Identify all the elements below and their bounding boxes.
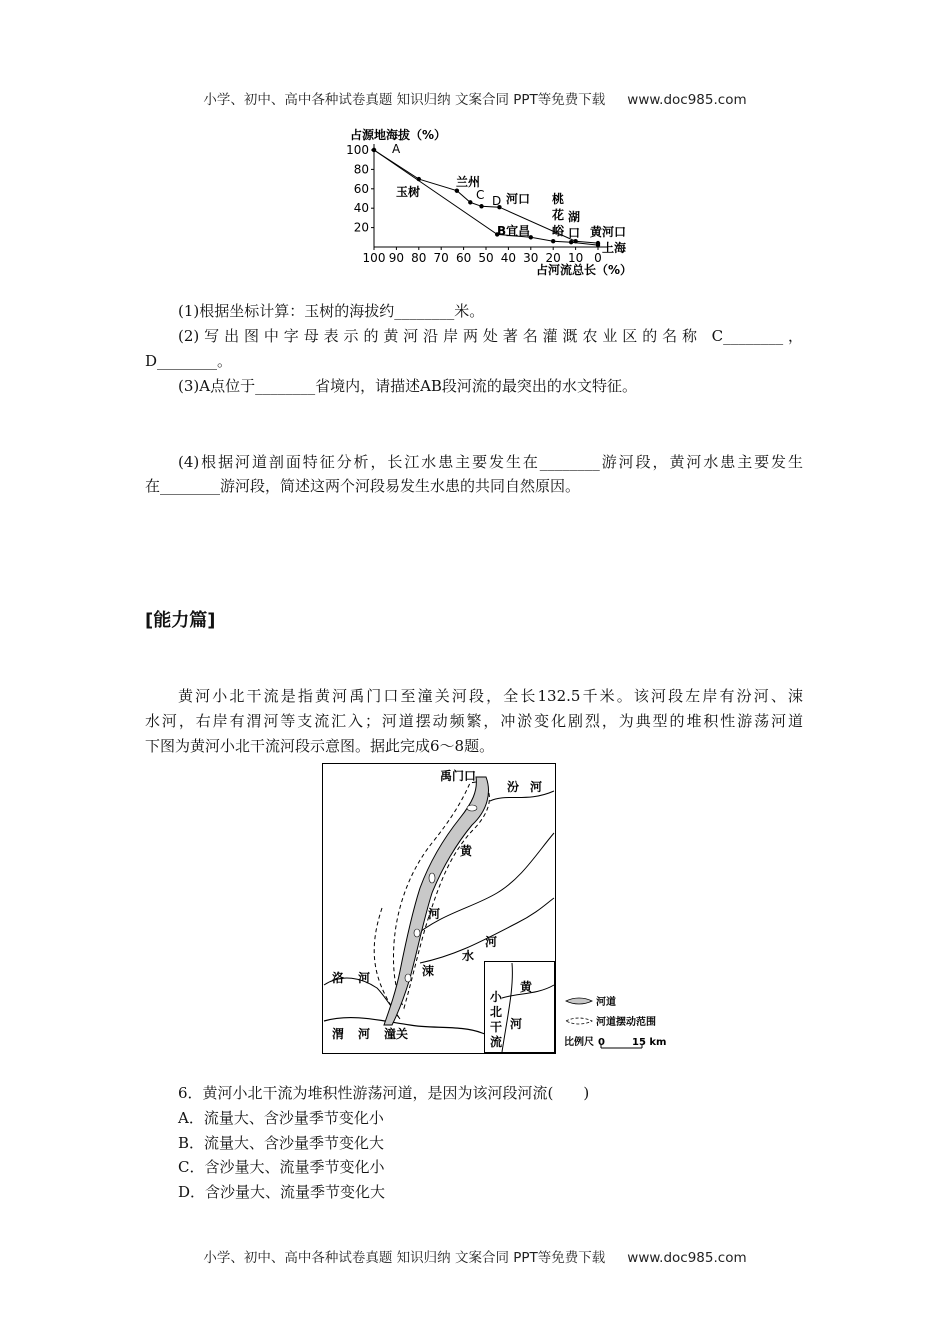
data-point (569, 240, 573, 244)
y-tick-label: 40 (353, 201, 369, 216)
x-tick-label: 60 (455, 251, 472, 265)
map-luo-he: 河 (358, 971, 371, 985)
header-site[interactable]: www.doc985.com (627, 92, 747, 108)
x-tick-label: 80 (411, 251, 427, 265)
question-3: (3)A点位于________省境内，请描述AB段河流的最突出的水文特征。 (178, 377, 637, 395)
inset-xiao: 小 (490, 990, 503, 1004)
question-6-stem: 6．黄河小北干流为堆积性游荡河道，是因为该河段河流( ) (178, 1084, 590, 1102)
y-tick-label: 80 (353, 162, 369, 177)
map-shui: 水 (462, 949, 475, 963)
x-tick-label: 20 (545, 251, 561, 265)
inset-gan: 干 (490, 1020, 503, 1034)
label-yichang: B宜昌 (497, 224, 531, 238)
question-6-option-d[interactable]: D．含沙量大、流量季节变化大 (178, 1183, 386, 1201)
x-tick-label: 70 (433, 251, 449, 265)
data-point (551, 239, 555, 243)
x-tick-label: 0 (594, 251, 602, 265)
x-tick-label: 90 (388, 251, 405, 265)
x-tick-label: 40 (500, 251, 517, 265)
y-tick-label: 20 (353, 220, 369, 235)
passage-line-2: 水河，右岸有渭河等支流汇入；河道摆动频繁，冲淤变化剧烈，为典型的堆积性游荡河道 (145, 712, 803, 730)
legend-scale-value: 15 km (632, 1037, 667, 1048)
x-tick-label: 10 (567, 251, 584, 265)
data-point (479, 204, 483, 208)
legend-scale-zero: 0 (598, 1037, 605, 1048)
label-yushu: 玉树 (396, 185, 421, 199)
label-C: C (476, 188, 485, 202)
label-D: D (492, 194, 502, 208)
map-huang: 黄 (460, 844, 473, 858)
x-tick-label: 50 (478, 251, 494, 265)
label-hukou-2: 口 (568, 226, 581, 240)
data-point (455, 189, 459, 193)
legend-channel-icon (566, 998, 592, 1004)
label-hukou-1: 湖 (568, 210, 581, 224)
x-tick-label: 100 (362, 251, 386, 265)
label-A: A (392, 142, 401, 156)
question-6-option-c[interactable]: C．含沙量大、流量季节变化小 (178, 1158, 385, 1176)
map-he2: 河 (485, 935, 498, 949)
map-luo: 洛 (332, 971, 345, 985)
legend-swing: 河道摆动范围 (596, 1017, 656, 1028)
question-4a: (4)根据河道剖面特征分析，长江水患主要发生在________游河段，黄河水患主要发生 (178, 453, 803, 471)
page-header (0, 88, 950, 108)
map-he: 河 (428, 907, 441, 921)
xiaobei-ganliu-map (322, 763, 702, 1055)
passage-line-1: 黄河小北干流是指黄河禹门口至潼关河段，全长132.5千米。该河段左岸有汾河、涑 (178, 687, 803, 705)
footer-site[interactable]: www.doc985.com (627, 1250, 747, 1266)
data-point (468, 200, 472, 204)
label-lanzhou: 兰州 (456, 175, 481, 189)
map-su: 涑 (422, 964, 435, 978)
label-taohuayu-2: 花 (552, 208, 565, 222)
data-point (596, 243, 600, 247)
map-fen-2: 河 (530, 780, 543, 794)
map-yumenkou: 禹门口 (440, 769, 477, 783)
map-tongguan: 潼关 (384, 1027, 409, 1041)
legend-scale-label: 比例尺 (564, 1037, 594, 1048)
data-point (372, 148, 376, 152)
x-axis-label: 占河流总长（%） (536, 263, 633, 277)
passage-line-3: 下图为黄河小北干流河段示意图。据此完成6～8题。 (145, 737, 495, 755)
inset-bei: 北 (490, 1005, 503, 1019)
question-6-option-a[interactable]: A．流量大、含沙量季节变化小 (178, 1109, 384, 1127)
header-text: 小学、初中、高中各种试卷真题 知识归纳 文案合同 PPT等免费下载 (203, 92, 606, 108)
map-fen-1: 汾 (507, 780, 520, 794)
page-footer (0, 1246, 950, 1266)
map-wei: 渭 (332, 1027, 345, 1041)
legend-swing-icon (566, 1018, 592, 1024)
y-tick-label: 100 (346, 143, 369, 157)
label-hekou: 河口 (506, 192, 531, 206)
question-6-option-b[interactable]: B．流量大、含沙量季节变化大 (178, 1134, 385, 1152)
map-wei-he: 河 (358, 1027, 371, 1041)
label-huanghekou: 黄河口 (590, 225, 627, 239)
label-taohuayu-1: 桃 (552, 192, 565, 206)
question-1: (1)根据坐标计算：玉树的海拔约________米。 (178, 302, 485, 320)
label-taohuayu-3: 峪 (552, 224, 565, 238)
inset-huang: 黄 (520, 980, 533, 994)
inset-liu: 流 (490, 1035, 503, 1049)
section-title: [能力篇] (145, 610, 216, 631)
x-tick-label: 30 (523, 251, 539, 265)
river-profile-chart (340, 122, 670, 280)
footer-text: 小学、初中、高中各种试卷真题 知识归纳 文案合同 PPT等免费下载 (203, 1250, 606, 1266)
inset-he: 河 (510, 1017, 523, 1031)
y-axis-label: 占源地海拔（%） (350, 128, 447, 142)
question-4b: 在________游河段，简述这两个河段易发生水患的共同自然原因。 (145, 477, 581, 495)
legend-channel: 河道 (596, 997, 616, 1008)
question-2b: D________。 (145, 352, 233, 370)
y-tick-label: 60 (353, 181, 369, 196)
question-2a: (2)写出图中字母表示的黄河沿岸两处著名灌溉农业区的名称 C________， (178, 327, 803, 345)
label-shanghai: 上海 (602, 241, 627, 255)
